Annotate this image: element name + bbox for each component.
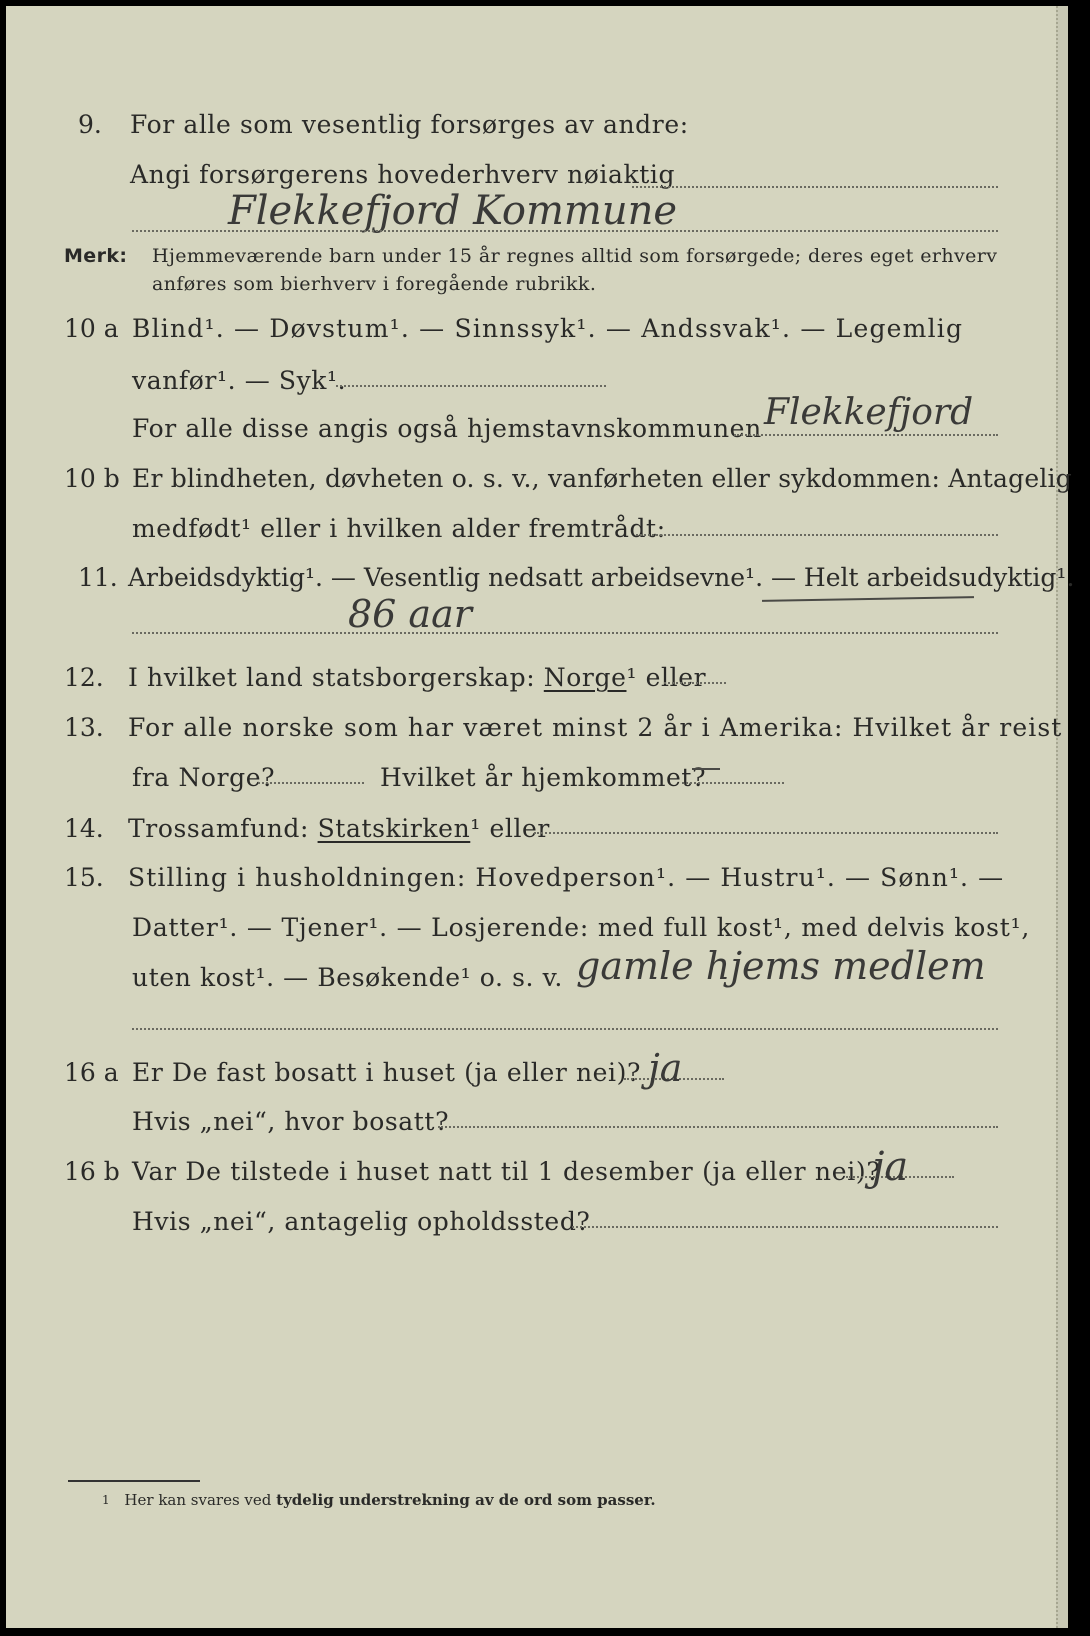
q11-number: 11. (78, 563, 118, 592)
q9-handwritten-answer: Flekkefjord Kommune (228, 188, 678, 234)
q14-line-1 (128, 814, 550, 844)
perforated-edge (1056, 6, 1068, 1628)
q12-selected-option: Norge (543, 663, 627, 692)
q16b-line-1: Var De tilstede i huset natt til 1 desember (ja eller nei)? (132, 1157, 881, 1186)
merk-label: Merk: (64, 245, 128, 267)
q15-line-2: Datter¹. — Tjener¹. — Losjerende: med full kost¹, med delvis kost¹, (132, 913, 1031, 942)
footnote-rule (68, 1480, 200, 1482)
q10a-kommune-line (734, 434, 998, 436)
q13-line-2a: fra Norge? (132, 763, 276, 792)
q16a-number: 16 a (64, 1058, 119, 1087)
q9-answer-line-1 (632, 186, 998, 188)
q14-selected-option: Statskirken (317, 814, 471, 843)
q11-handwritten-underline (762, 596, 974, 602)
q16b-line-2: Hvis „nei“, antagelig opholdssted? (132, 1207, 591, 1236)
q11-answer-line (132, 632, 998, 634)
q12-number: 12. (64, 663, 104, 692)
q15-handwritten-answer: gamle hjems medlem (576, 944, 986, 988)
q16a-line-2: Hvis „nei“, hvor bosatt? (132, 1107, 450, 1136)
q12-line-1 (128, 663, 706, 693)
q12-eller-text: ¹ eller (626, 663, 707, 692)
q11-line-1 (128, 563, 1074, 593)
q10a-line-1: Blind¹. — Døvstum¹. — Sinnssyk¹. — Andssvak¹. — Legemlig (132, 314, 964, 343)
q13-line-2b: Hvilket år hjemkommet? (380, 763, 707, 792)
q13-handwritten-dash (692, 768, 720, 770)
q15-line-1: Stilling i husholdningen: Hovedperson¹. — Hustru¹. — Sønn¹. — (128, 863, 1005, 892)
merk-line-2: anføres som bierhverv i foregående rubrikk. (152, 273, 597, 295)
q16b-handwritten-answer: ja (872, 1144, 909, 1190)
footnote (102, 1490, 656, 1510)
q10b-line-2: medfødt¹ eller i hvilken alder fremtrådt: (132, 514, 666, 543)
q12-answer-line (664, 682, 726, 684)
q16b-number: 16 b (64, 1157, 120, 1186)
q16a-bosatt-line (438, 1126, 998, 1128)
q10a-syk-line (336, 385, 606, 387)
q13-number: 13. (64, 713, 104, 742)
q9-number: 9. (78, 110, 102, 139)
q10b-answer-line (636, 534, 998, 536)
q10a-line-3: For alle disse angis også hjemstavnskommunen (132, 414, 762, 443)
q13-hjemkommet-line (682, 782, 784, 784)
q16a-line-1: Er De fast bosatt i huset (ja eller nei)? (132, 1058, 641, 1087)
q15-answer-line (132, 1028, 998, 1030)
q9-line-2: Angi forsørgerens hovederhverv nøiaktig (130, 160, 676, 189)
q9-answer-line-2 (132, 230, 998, 232)
q16a-handwritten-answer: ja (648, 1046, 683, 1090)
q9-line-1: For alle som vesentlig forsørges av andre: (130, 110, 689, 139)
q13-line-1: For alle norske som har været minst 2 år i Amerika: Hvilket år reist (128, 713, 1063, 742)
q13-reist-line (258, 782, 364, 784)
q11-footnote-mark: ¹. (1056, 563, 1075, 592)
q14-question-text: Trossamfund: (128, 814, 318, 843)
merk-line-1: Hjemmeværende barn under 15 år regnes alltid som forsørgede; deres eget erhverv (152, 245, 998, 267)
q10b-line-1: Er blindheten, døvheten o. s. v., vanførheten eller sykdommen: Antagelig (132, 464, 1072, 493)
footnote-mark: 1 (102, 1493, 110, 1507)
census-form-page (6, 6, 1075, 1628)
q11-handwritten-answer: 86 aar (348, 592, 472, 636)
q11-selected-option: Helt arbeidsudyktig (803, 563, 1057, 592)
q15-line-3: uten kost¹. — Besøkende¹ o. s. v. (132, 963, 563, 992)
q12-question-text: I hvilket land statsborgerskap: (128, 663, 544, 692)
footnote-text-plain: Her kan svares ved (124, 1491, 277, 1509)
q16b-opholdssted-line (572, 1226, 998, 1228)
q14-eller-text: ¹ eller (470, 814, 550, 843)
q14-answer-line (534, 832, 998, 834)
q15-number: 15. (64, 863, 104, 892)
q11-options-text: Arbeidsdyktig¹. — Vesentlig nedsatt arbeidsevne¹. — (128, 563, 804, 592)
q10a-line-2: vanfør¹. — Syk¹. (132, 366, 347, 395)
q14-number: 14. (64, 814, 104, 843)
q10b-number: 10 b (64, 464, 120, 493)
q10a-number: 10 a (64, 314, 119, 343)
footnote-text-bold: tydelig understrekning av de ord som passer. (276, 1491, 656, 1509)
q10a-handwritten-answer: Flekkefjord (764, 392, 974, 433)
